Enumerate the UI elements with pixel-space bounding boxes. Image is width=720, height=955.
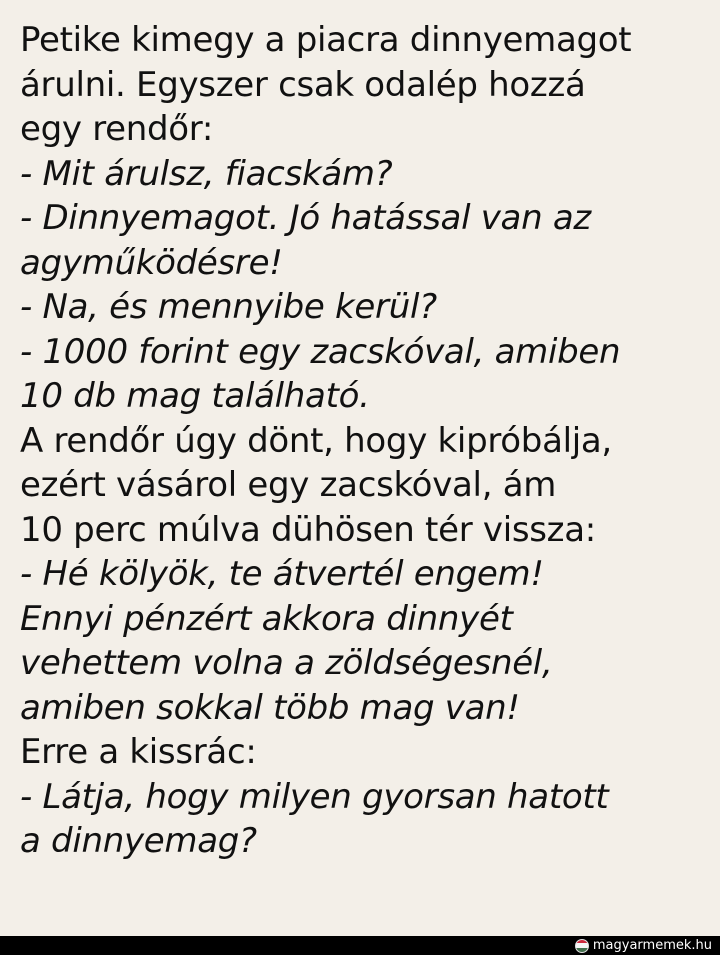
joke-line: amiben sokkal több mag van!	[20, 687, 520, 728]
joke-line: - Mit árulsz, fiacskám?	[20, 153, 393, 194]
footer-bar	[0, 936, 720, 955]
joke-line: Ennyi pénzért akkora dinnyét	[20, 598, 513, 639]
joke-line: Erre a kissrác:	[20, 732, 257, 772]
joke-line: - 1000 forint egy zacskóval, amiben	[20, 331, 621, 372]
joke-line: - Dinnyemagot. Jó hatással van az	[20, 198, 591, 238]
joke-line: vehettem volna a zöldségesnél,	[20, 643, 553, 683]
hungarian-flag-logo-icon	[575, 939, 589, 953]
joke-line: egy rendőr:	[20, 109, 214, 149]
joke-line: - Látja, hogy milyen gyorsan hatott	[20, 776, 609, 817]
joke-line: 10 perc múlva dühösen tér vissza:	[20, 509, 596, 550]
joke-line: A rendőr úgy dönt, hogy kipróbálja,	[20, 420, 612, 461]
joke-line: ezért vásárol egy zacskóval, ám	[20, 465, 557, 505]
joke-line: Petike kimegy a piacra dinnyemagot	[20, 20, 632, 60]
joke-text	[20, 18, 710, 864]
joke-line: agyműködésre!	[20, 242, 283, 283]
joke-line: - Na, és mennyibe kerül?	[20, 287, 437, 327]
joke-line: árulni. Egyszer csak odalép hozzá	[20, 64, 586, 105]
joke-line: a dinnyemag?	[20, 821, 257, 861]
brand-watermark[interactable]	[575, 937, 712, 954]
brand-name: magyarmemek.hu	[592, 938, 712, 953]
joke-line: - Hé kölyök, te átvertél engem!	[20, 554, 544, 594]
joke-line: 10 db mag található.	[20, 376, 370, 416]
